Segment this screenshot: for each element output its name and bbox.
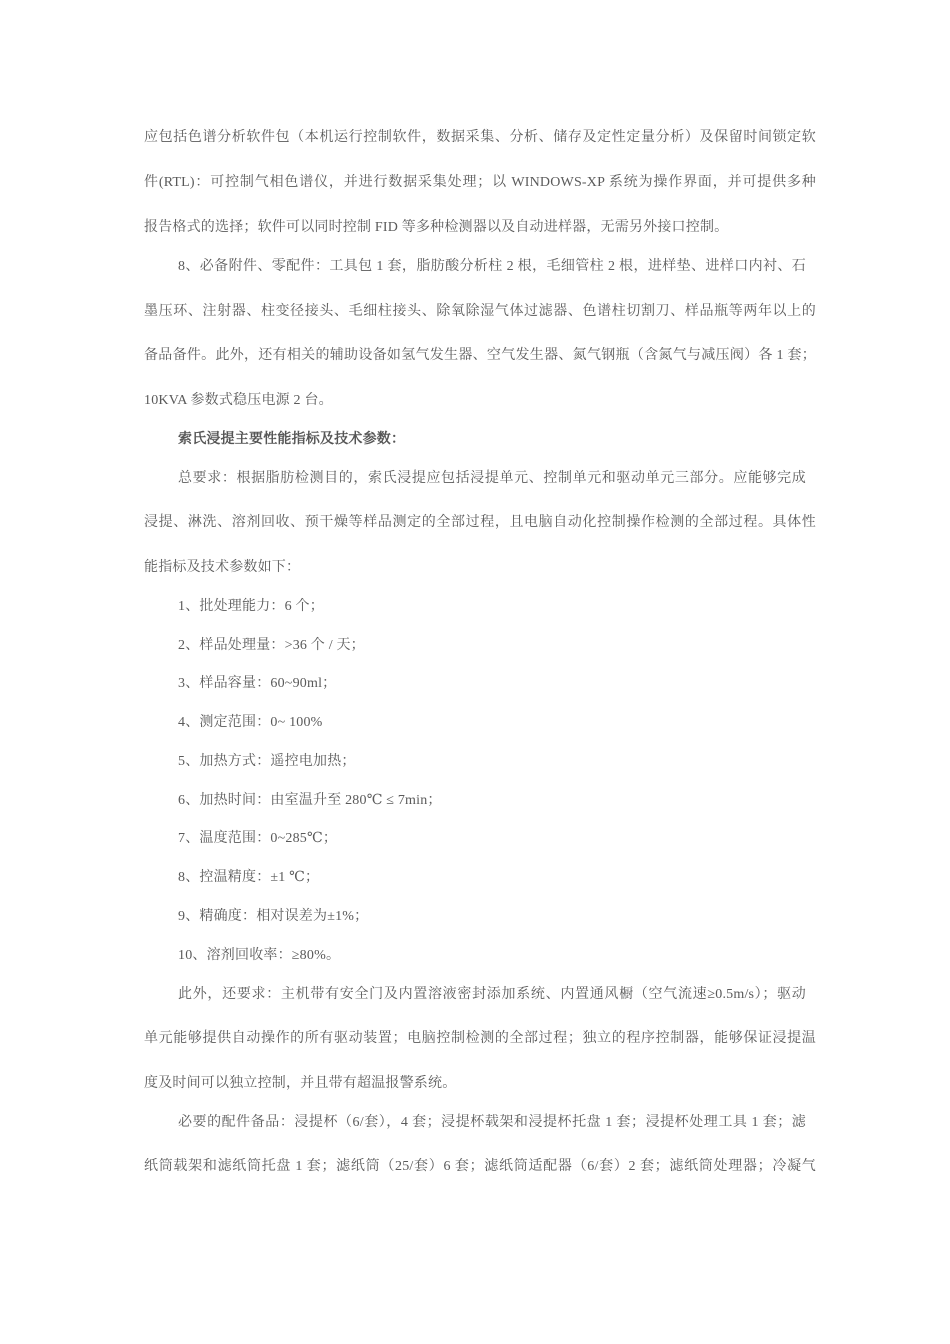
list-item: 10、溶剂回收率：≥80%。 <box>178 948 341 963</box>
paragraph-line: 单元能够提供自动操作的所有驱动装置；电脑控制检测的全部过程；独立的程序控制器，能够保证浸提温 <box>144 1031 816 1046</box>
list-item: 6、加热时间：由室温升至 280℃ ≤ 7min； <box>178 793 442 808</box>
paragraph-line: 件(RTL)：可控制气相色谱仪，并进行数据采集处理；以 WINDOWS-XP 系统为操作界面，并可提供多种 <box>144 175 816 190</box>
paragraph-line: 8、必备附件、零配件：工具包 1 套，脂肪酸分析柱 2 根，毛细管柱 2 根，进样垫、进样口内衬、石 <box>178 259 806 274</box>
paragraph-line: 备品备件。此外，还有相关的辅助设备如氢气发生器、空气发生器、氮气钢瓶（含氮气与减压阀）各 1 套； <box>144 348 816 363</box>
paragraph-line: 总要求：根据脂肪检测目的，索氏浸提应包括浸提单元、控制单元和驱动单元三部分。应能够完成 <box>178 471 806 486</box>
paragraph-line: 纸筒载架和滤纸筒托盘 1 套；滤纸筒（25/套）6 套；滤纸筒适配器（6/套）2 套；滤纸筒处理器；冷凝气 <box>144 1159 816 1174</box>
paragraph-line: 能指标及技术参数如下： <box>144 560 301 575</box>
paragraph-line: 度及时间可以独立控制，并且带有超温报警系统。 <box>144 1076 457 1091</box>
list-item: 2、样品处理量：>36 个 / 天； <box>178 638 365 653</box>
list-item: 9、精确度：相对误差为±1%； <box>178 909 369 924</box>
list-item: 8、控温精度：±1 ℃； <box>178 870 320 885</box>
paragraph-line: 必要的配件备品：浸提杯（6/套），4 套；浸提杯载架和浸提杯托盘 1 套；浸提杯处理工具 1 套；滤 <box>178 1115 806 1130</box>
list-item: 4、测定范围：0~ 100% <box>178 715 323 730</box>
paragraph-line: 墨压环、注射器、柱变径接头、毛细柱接头、除氧除湿气体过滤器、色谱柱切割刀、样品瓶等两年以上的 <box>144 304 816 319</box>
paragraph-line: 此外，还要求：主机带有安全门及内置溶液密封添加系统、内置通风橱（空气流速≥0.5m/s）；驱动 <box>178 987 806 1002</box>
paragraph-line: 10KVA 参数式稳压电源 2 台。 <box>144 393 333 408</box>
list-item: 3、样品容量：60~90ml； <box>178 676 337 691</box>
section-heading: 索氏浸提主要性能指标及技术参数： <box>178 432 406 447</box>
paragraph-line: 应包括色谱分析软件包（本机运行控制软件，数据采集、分析、储存及定性定量分析）及保留时间锁定软 <box>144 130 816 145</box>
list-item: 7、温度范围：0~285℃； <box>178 831 338 846</box>
paragraph-line: 报告格式的选择；软件可以同时控制 FID 等多种检测器以及自动进样器，无需另外接口控制。 <box>144 220 729 235</box>
list-item: 5、加热方式：遥控电加热； <box>178 754 356 769</box>
list-item: 1、批处理能力：6 个； <box>178 599 324 614</box>
paragraph-line: 浸提、淋洗、溶剂回收、预干燥等样品测定的全部过程，且电脑自动化控制操作检测的全部过程。具体性 <box>144 515 816 530</box>
